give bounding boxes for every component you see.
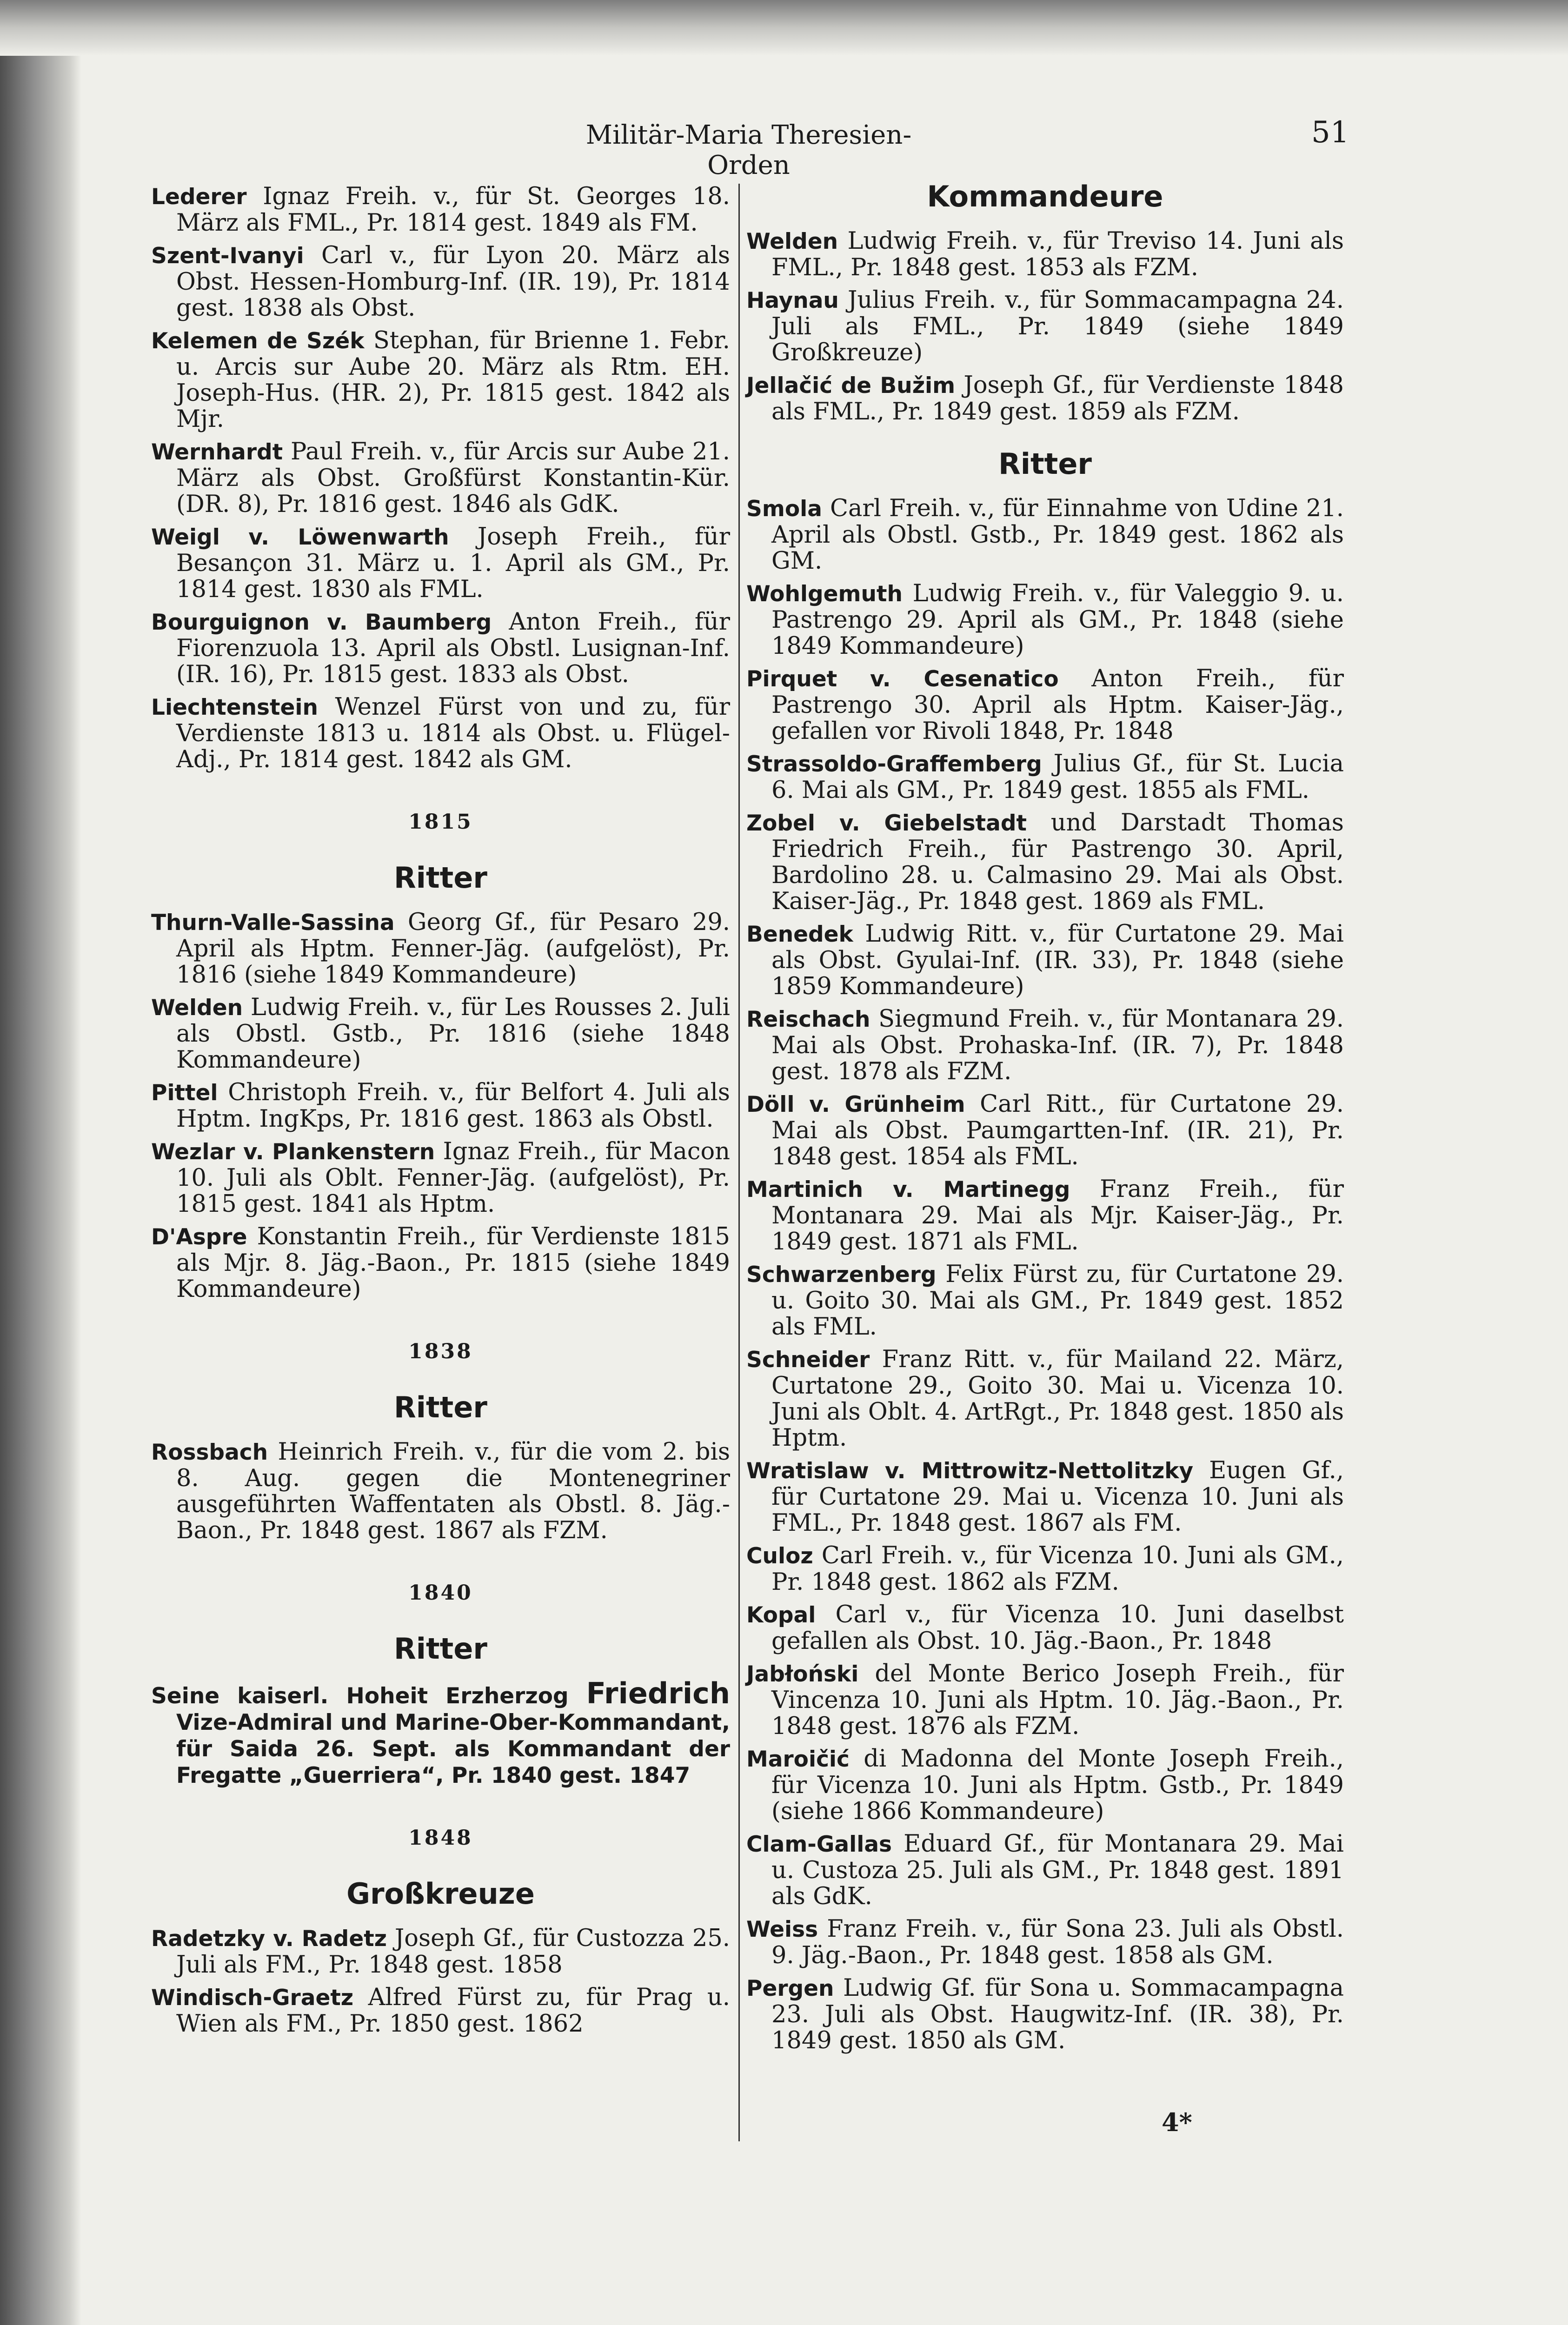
entry-name: Reischach (746, 1007, 870, 1032)
entry-name: Bourguignon v. Baumberg (151, 610, 492, 635)
entry-text: Ludwig Freih. v., für Les Rousses 2. Juli als Obstl. Gstb., Pr. 1816 (siehe 1848 Kommandeure) (176, 994, 730, 1074)
list-item (746, 1746, 1344, 1825)
list-item (746, 751, 1344, 804)
entry-name: Liechtenstein (151, 695, 318, 720)
entry-name: Pergen (746, 1976, 834, 2001)
entry-text: Carl Ritt., für Curtatone 29. Mai als Obst. Paumgartten-Inf. (IR. 21), Pr. 1848 gest. 1854 als FML. (771, 1090, 1344, 1170)
list-item (746, 372, 1344, 425)
list-item (151, 243, 730, 321)
entry-text: Ignaz Freih., für Macon 10. Juli als Oblt. Fenner-Jäg. (aufgelöst), Pr. 1815 gest. 1841 als Hptm. (176, 1138, 731, 1218)
list-item (746, 1006, 1344, 1085)
entry-text: Georg Gf., für Pesaro 29. April als Hptm. Fenner-Jäg. (aufgelöst), Pr. 1816 (siehe 1849 Kommandeure) (176, 909, 730, 989)
list-item (746, 1091, 1344, 1170)
list-item (746, 1458, 1344, 1536)
list-item (746, 1176, 1344, 1255)
entry-name: Zobel v. Giebelstadt (746, 810, 1027, 836)
left-column (151, 184, 730, 2044)
list-item (151, 1676, 730, 1789)
list-item (746, 1262, 1344, 1340)
section-heading-ritter: Ritter (394, 1632, 487, 1666)
entry-text: Stephan, für Brienne 1. Febr. u. Arcis sur Aube 20. März als Rtm. EH. Joseph-Hus. (HR. 2), Pr. 1815 gest. 1842 als Mjr. (176, 327, 730, 433)
list-item (151, 1439, 730, 1544)
list-item (151, 609, 730, 688)
running-head: Militär-Maria Theresien-Orden (585, 120, 912, 180)
scan-shadow-left (0, 0, 81, 2325)
list-item (151, 694, 730, 773)
entry-text: Wenzel Fürst von und zu, für Verdienste 1813 u. 1814 als Obst. u. Flügel-Adj., Pr. 1814 gest. 1842 als GM. (176, 693, 731, 773)
entry-name: Wernhardt (151, 439, 283, 465)
entry-name: Weiss (746, 1917, 818, 1942)
list-item (151, 1080, 730, 1132)
entry-text: Franz Freih. v., für Sona 23. Juli als Obstl. 9. Jäg.-Baon., Pr. 1848 gest. 1858 als GM. (771, 1915, 1344, 1969)
section-heading-grosskreuze: Großkreuze (346, 1877, 535, 1911)
list-item (151, 184, 730, 236)
entry-text: und Darstadt Thomas Friedrich Freih., für Pastrengo 30. April, Bardolino 28. u. Calmasino 29. Mai als Obst. Kaiser-Jäg., Pr. 1848 gest. 1869 als FML. (771, 809, 1344, 915)
entry-name: Haynau (746, 288, 839, 313)
entry-name: Smola (746, 496, 822, 522)
entry-name: Thurn-Valle-Sassina (151, 910, 395, 936)
list-item (746, 287, 1344, 366)
entry-name: Szent-Ivanyi (151, 243, 304, 269)
list-item (151, 1139, 730, 1217)
year-heading-1815: 1815 (408, 810, 473, 834)
entry-text: Heinrich Freih. v., für die vom 2. bis 8. Aug. gegen die Montenegriner ausgeführten Waffentaten als Obstl. 8. Jäg.-Baon., Pr. 1848 gest. 1867 als FZM. (176, 1438, 730, 1544)
scan-shadow-top (0, 0, 1568, 56)
section-heading-kommandeure: Kommandeure (927, 179, 1163, 213)
year-heading-1840: 1840 (408, 1581, 473, 1605)
entry-text: Alfred Fürst zu, für Prag u. Wien als FM., Pr. 1850 gest. 1862 (176, 1984, 730, 2038)
entry-name: Clam-Gallas (746, 1832, 892, 1857)
entry-name: Strassoldo-Graffemberg (746, 751, 1042, 777)
entry-text: Joseph Freih., für Besançon 31. März u. 1. April als GM., Pr. 1814 gest. 1830 als FML. (176, 523, 730, 603)
page-number: 51 (1311, 115, 1349, 150)
entry-name: Pittel (151, 1080, 218, 1106)
entry-name: Welden (151, 995, 243, 1021)
list-item (151, 1985, 730, 2037)
entry-text: Paul Freih. v., für Arcis sur Aube 21. März als Obst. Großfürst Konstantin-Kür. (DR. 8), Pr. 1816 gest. 1846 als GdK. (176, 438, 731, 518)
entry-name: Radetzky v. Radetz (151, 1926, 387, 1952)
year-heading-1848: 1848 (408, 1826, 473, 1850)
entry-text: Anton Freih., für Pastrengo 30. April als Hptm. Kaiser-Jäg., gefallen vor Rivoli 1848, Pr. 1848 (771, 665, 1344, 745)
entry-name: Wratislaw v. Mittrowitz-Nettolitzky (746, 1458, 1194, 1484)
list-item (151, 910, 730, 988)
list-item (746, 921, 1344, 1000)
entry-name: Schneider (746, 1347, 870, 1373)
entry-text: Franz Ritt. v., für Mailand 22. März, Curtatone 29., Goito 30. Mai u. Vicenza 10. Juni als Oblt. 4. ArtRgt., Pr. 1848 gest. 1850 als Hptm. (771, 1346, 1344, 1452)
entry-name: Wezlar v. Plankenstern (151, 1139, 435, 1165)
entry-text: Ludwig Gf. für Sona u. Sommacampagna 23. Juli als Obst. Haugwitz-Inf. (IR. 38), Pr. 1849 gest. 1850 als GM. (771, 1974, 1344, 2054)
entry-text: Carl v., für Vicenza 10. Juni daselbst gefallen als Obst. 10. Jäg.-Baon., Pr. 1848 (771, 1601, 1344, 1655)
entry-text: Eduard Gf., für Montanara 29. Mai u. Custoza 25. Juli als GM., Pr. 1848 gest. 1891 als GdK. (771, 1830, 1344, 1910)
entry-name: Pirquet v. Cesenatico (746, 666, 1059, 692)
entry-text: Joseph Gf., für Verdienste 1848 als FML., Pr. 1849 gest. 1859 als FZM. (771, 372, 1344, 425)
list-item (151, 328, 730, 432)
entry-name: Jellačić de Bužim (746, 373, 956, 399)
year-heading-1838: 1838 (408, 1340, 473, 1363)
entry-text: Felix Fürst zu, für Curtatone 29. u. Goito 30. Mai als GM., Pr. 1849 gest. 1852 als FML. (771, 1261, 1344, 1341)
entry-text: Ignaz Freih. v., für St. Georges 18. März als FML., Pr. 1814 gest. 1849 als FM. (176, 183, 730, 237)
entry-text: Julius Freih. v., für Sommacampagna 24. Juli als FML., Pr. 1849 (siehe 1849 Großkreuze) (771, 286, 1344, 366)
list-item (151, 995, 730, 1073)
list-item (746, 228, 1344, 281)
entry-name: Schwarzenberg (746, 1262, 937, 1288)
entry-name: Weigl v. Löwenwarth (151, 525, 449, 550)
entry-name: Lederer (151, 184, 247, 210)
page-header (0, 115, 1568, 180)
list-item (746, 1543, 1344, 1595)
signature-mark: 4* (1162, 2107, 1192, 2137)
section-heading-ritter: Ritter (394, 1390, 487, 1424)
entry-name: Kelemen de Szék (151, 328, 365, 354)
entry-text: Anton Freih., für Fiorenzuola 13. April als Obstl. Lusignan-Inf. (IR. 16), Pr. 1815 gest. 1833 als Obst. (176, 608, 730, 688)
section-heading-ritter: Ritter (998, 447, 1092, 481)
entry-name: Wohlgemuth (746, 581, 903, 607)
entry-text: Ludwig Ritt. v., für Curtatone 29. Mai als Obst. Gyulai-Inf. (IR. 33), Pr. 1848 (siehe 1859 Kommandeure) (771, 920, 1344, 1000)
entry-name: Culoz (746, 1543, 813, 1569)
entry-prefix: Seine kaiserl. Hoheit Erzherzog (151, 1683, 569, 1709)
list-item (746, 1602, 1344, 1654)
list-item (746, 1661, 1344, 1740)
entry-text: Siegmund Freih. v., für Montanara 29. Mai als Obst. Prohaska-Inf. (IR. 7), Pr. 1848 gest. 1878 als FZM. (771, 1005, 1344, 1085)
entry-name: Rossbach (151, 1440, 268, 1465)
entry-name: Jabłoński (746, 1661, 859, 1687)
right-column (746, 179, 1344, 2060)
entry-text: Ludwig Freih. v., für Treviso 14. Juni als FML., Pr. 1848 gest. 1853 als FZM. (771, 227, 1344, 281)
list-item (746, 496, 1344, 574)
entry-name: D'Aspre (151, 1224, 247, 1250)
entry-text: Carl Freih. v., für Vicenza 10. Juni als GM., Pr. 1848 gest. 1862 als FZM. (771, 1542, 1344, 1596)
entry-text: di Madonna del Monte Joseph Freih., für Vicenza 10. Juni als Hptm. Gstb., Pr. 1849 (siehe 1866 Kommandeure) (771, 1745, 1344, 1825)
list-item (746, 581, 1344, 659)
entry-text: Carl v., für Lyon 20. März als Obst. Hessen-Homburg-Inf. (IR. 19), Pr. 1814 gest. 1838 als Obst. (176, 242, 730, 322)
list-item (746, 666, 1344, 744)
list-item (151, 1926, 730, 1978)
list-item (151, 439, 730, 518)
section-heading-ritter: Ritter (394, 861, 487, 895)
entry-name: Welden (746, 229, 838, 254)
entry-name: Maroičić (746, 1747, 850, 1772)
list-item (746, 1831, 1344, 1910)
entry-name: Windisch-Graetz (151, 1985, 354, 2011)
entry-name: Friedrich (586, 1676, 730, 1710)
list-item (746, 1975, 1344, 2054)
entry-text: Franz Freih., für Montanara 29. Mai als Mjr. Kaiser-Jäg., Pr. 1849 gest. 1871 als FML. (771, 1176, 1344, 1256)
list-item (746, 1916, 1344, 1969)
entry-text: Eugen Gf., für Curtatone 29. Mai u. Vicenza 10. Juni als FML., Pr. 1848 gest. 1867 als FM. (771, 1457, 1344, 1537)
list-item (151, 524, 730, 603)
entry-text: Julius Gf., für St. Lucia 6. Mai als GM., Pr. 1849 gest. 1855 als FML. (771, 750, 1344, 804)
entry-text: Christoph Freih. v., für Belfort 4. Juli als Hptm. IngKps, Pr. 1816 gest. 1863 als Obstl. (176, 1079, 730, 1133)
entry-text: Ludwig Freih. v., für Valeggio 9. u. Pastrengo 29. April als GM., Pr. 1848 (siehe 1849 Kommandeure) (771, 580, 1344, 660)
list-item (746, 1347, 1344, 1451)
entry-name: Martinich v. Martinegg (746, 1177, 1070, 1202)
entry-text: Konstantin Freih., für Verdienste 1815 als Mjr. 8. Jäg.-Baon., Pr. 1815 (siehe 1849 Kommandeure) (176, 1223, 730, 1303)
list-item (151, 1224, 730, 1302)
entry-name: Kopal (746, 1602, 816, 1628)
entry-text: del Monte Berico Joseph Freih., für Vincenza 10. Juni als Hptm. 10. Jäg.-Baon., Pr. 1848 gest. 1876 als FZM. (771, 1660, 1344, 1740)
entry-text: Carl Freih. v., für Einnahme von Udine 21. April als Obstl. Gstb., Pr. 1849 gest. 1862 als GM. (771, 495, 1344, 575)
column-rule (738, 184, 740, 2141)
list-item (746, 810, 1344, 915)
entry-text: Vize-Admiral und Marine-Ober-Kommandant, für Saida 26. Sept. als Kommandant der Fregatte „Guerriera“, Pr. 1840 gest. 1847 (176, 1710, 730, 1788)
entry-name: Döll v. Grünheim (746, 1092, 965, 1117)
entry-name: Benedek (746, 922, 853, 947)
entry-text: Joseph Gf., für Custozza 25. Juli als FM., Pr. 1848 gest. 1858 (176, 1925, 730, 1979)
